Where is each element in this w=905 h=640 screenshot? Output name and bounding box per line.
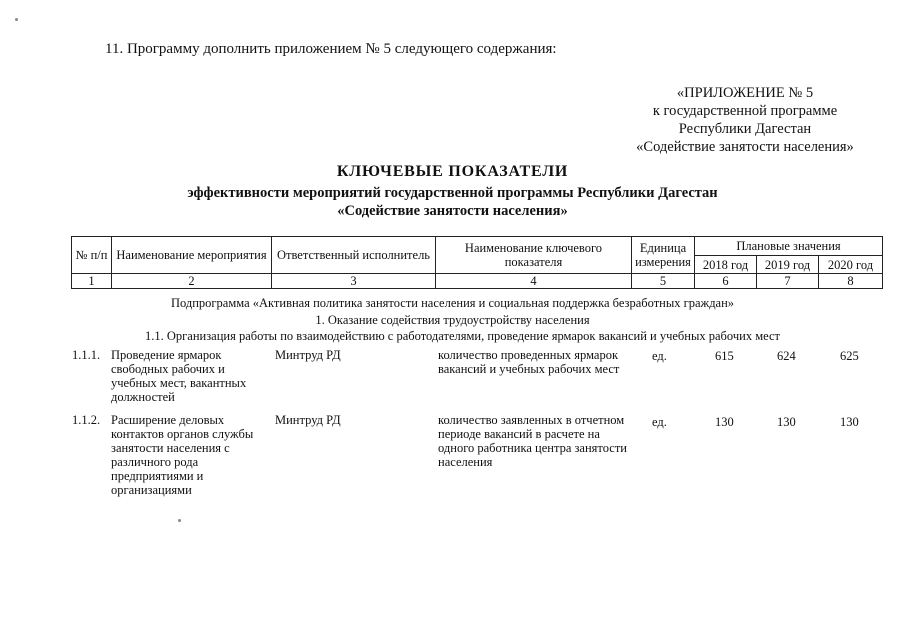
row-indicator: количество заявленных в отчетном периоде вакансий в расчете на одного работника центра занятости населения <box>438 413 627 469</box>
row-value-2018: 130 <box>715 415 734 429</box>
appendix-line-4: «Содействие занятости населения» <box>636 139 854 155</box>
row-activity-name: Расширение деловых контактов органов службы занятости населения с различного рода предприятиями и организациями <box>111 413 254 497</box>
row-value-2018: 615 <box>715 349 734 363</box>
appendix-heading <box>600 84 890 156</box>
subprogram-heading: Подпрограмма «Активная политика занятости населения и социальная поддержка безработных граждан» <box>170 296 735 310</box>
row-responsible: Минтруд РД <box>275 348 341 362</box>
intro-paragraph: 11. Программу дополнить приложением № 5 следующего содержания: <box>105 41 557 57</box>
subtitle-line-1: эффективности мероприятий государственной программы Республики Дагестан <box>187 185 718 201</box>
header-activity-name: Наименование мероприятия <box>112 237 272 274</box>
header-number: № п/п <box>72 237 112 274</box>
column-number-1: 1 <box>72 274 112 289</box>
row-value-2020: 625 <box>840 349 859 363</box>
row-unit: ед. <box>652 349 667 363</box>
section-heading-1: 1. Оказание содействия трудоустройству населения <box>315 313 590 327</box>
header-year-2019: 2019 год <box>757 256 819 274</box>
document-subtitle <box>0 184 905 220</box>
row-value-2020: 130 <box>840 415 859 429</box>
column-number-8: 8 <box>819 274 883 289</box>
indicators-table-header <box>71 236 883 289</box>
column-number-7: 7 <box>757 274 819 289</box>
row-number: 1.1.1. <box>72 348 101 362</box>
subtitle-line-2: «Содействие занятости населения» <box>337 203 568 219</box>
appendix-line-3: Республики Дагестан <box>678 121 812 137</box>
appendix-line-2: к государственной программе <box>652 103 838 119</box>
column-number-4: 4 <box>436 274 632 289</box>
row-activity-name: Проведение ярмарок свободных рабочих и учебных мест, вакантных должностей <box>111 348 247 404</box>
row-indicator: количество проведенных ярмарок вакансий и учебных рабочих мест <box>438 348 620 376</box>
header-unit: Единица измерения <box>632 237 695 274</box>
header-year-2020: 2020 год <box>819 256 883 274</box>
header-planned-values: Плановые значения <box>695 237 883 256</box>
header-indicator: Наименование ключевого показателя <box>436 237 632 274</box>
column-number-6: 6 <box>695 274 757 289</box>
row-value-2019: 624 <box>777 349 796 363</box>
appendix-line-1: «ПРИЛОЖЕНИЕ № 5 <box>676 85 814 101</box>
column-number-3: 3 <box>272 274 436 289</box>
column-number-2: 2 <box>112 274 272 289</box>
column-number-5: 5 <box>632 274 695 289</box>
row-number: 1.1.2. <box>72 413 101 427</box>
document-title: КЛЮЧЕВЫЕ ПОКАЗАТЕЛИ <box>336 163 569 180</box>
scan-speck <box>15 18 18 21</box>
section-heading-1-1: 1.1. Организация работы по взаимодействию с работодателями, проведение ярмарок вакансий и учебных рабочих мест <box>145 329 780 343</box>
row-unit: ед. <box>652 415 667 429</box>
row-responsible: Минтруд РД <box>275 413 341 427</box>
scan-speck <box>178 519 181 522</box>
row-value-2019: 130 <box>777 415 796 429</box>
header-year-2018: 2018 год <box>695 256 757 274</box>
header-responsible: Ответственный исполнитель <box>272 237 436 274</box>
